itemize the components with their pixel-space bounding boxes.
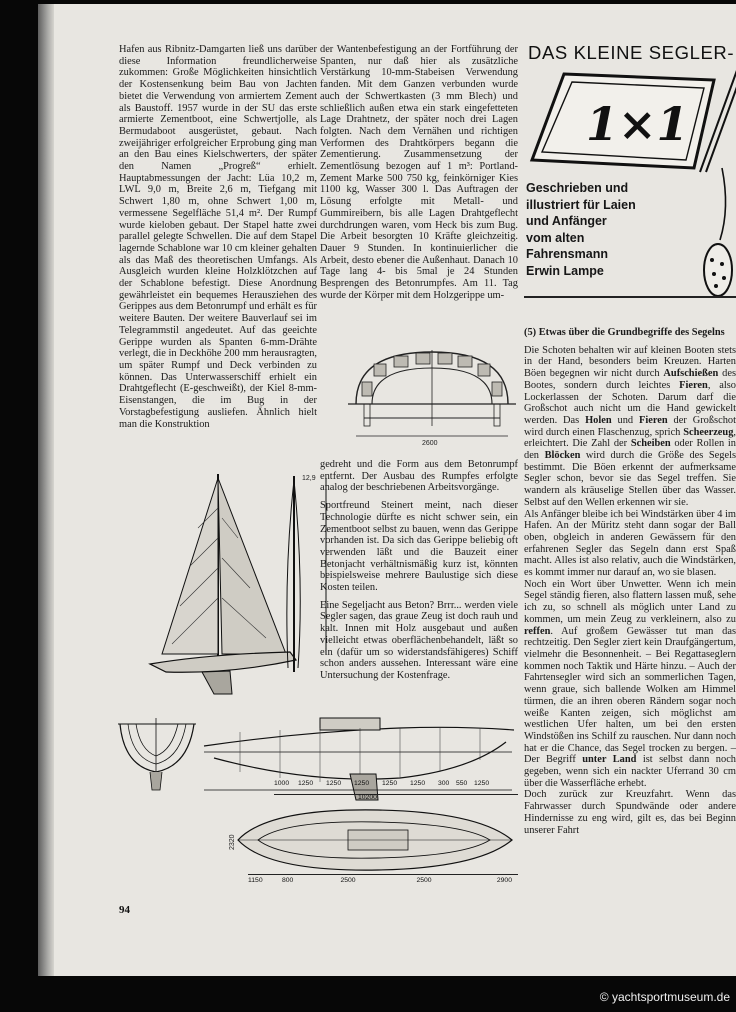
- deck-dimension-row: [248, 874, 518, 884]
- plan-total-length: 10200: [358, 794, 377, 801]
- mast-side-figure: [280, 472, 306, 682]
- deck-dim-1: 800: [282, 877, 294, 884]
- col3-paragraph-1: Die Schoten behalten wir auf kleinen Booten stets in der Hand, besonders beim Kreuzen. Harten Böen begegnen wir nicht durch Aufschießen des Bootes, sondern durch leichtes Fieren, also Lockerlassen der Schoten. Darum darf die Großschot auch nicht um die Hand gewickelt werden. Das Holen und Fieren der Großschot wird durch einen Flaschenzug, sprich Scheerzeug, erleichtert. Die Zahl der Scheiben oder Rollen in den Blöcken wird durch die Größe des Segels bestimmt. Die Böen erkennt der aufmerksame Segler schon, bevor sie das Segel treffen. Sie wandern als kräuselige Stellen über das Wasser. Selbst auf den Wellen erkennen wir sie.: [524, 344, 736, 508]
- header-divider: [524, 296, 736, 298]
- article-text-1: Hafen aus Ribnitz-Damgarten ließ uns darüber diese Information freundlicherweise zukommen: Große Möglichkeiten hinsichtlich der Kostensenkung beim Bau von Jachten bietet die Verwendung von armiertem Zement als Baustoff. 1957 wurde in der SU das erste armierte Zementboot, eine Schwertjolle, als Bermudaboot ausgerüstet, gebaut. Nach zweijähriger erfolgreicher Erprobung ging man an den Bau eines Kielschwerters, der später den Namen „Progreß“ erhielt. Hauptabmessungen der Jacht: Lüa 10,2 m, LWL 9,0 m, Breite 2,6 m, Tiefgang mit Schwert 1,80 m, ohne Schwert 1,00 m, vermessene Segelfläche 51,4 m². Der Rumpf wurde kieloben gebaut. Der Stapel hatte zwei parallel gelegte Schwellen. Die auf dem Stapel lagernde Schablone war 10 cm kleiner gehalten als das Maß des theoretischen Umfangs. Als Ausgleich wurden kleine Holzklötzchen auf der Schablone befestigt. Diese Anordnung gewährleistet ein bequemes Herausziehen des Gerippes aus dem Betonrumpf und erhält es für weitere Bauten. Der weitere Bauverlauf sei im Telegrammstil angedeutet. Auf das geeichte Gerippe wurden als Spanten 6-mm-Drähte verlegt, die in Deckhöhe 200 mm herausragten, um später Rumpf und Deck verbinden zu können. Das Unterwasserschiff erhielt ein Drahtgeflecht (E-geschweißt), der Kiel 8-mm-Eisenstangen, die im Bug in der Vorstagbefestigung ausliefen. Ähnlich hielt man die Konstruktion: [119, 44, 317, 430]
- deck-width-label: 2320: [229, 834, 236, 850]
- column-header: [524, 40, 736, 302]
- book-spine: [38, 4, 54, 976]
- dim-8: 1250: [474, 780, 490, 787]
- dim-0: 1000: [274, 780, 290, 787]
- dim-5: 1250: [410, 780, 426, 787]
- column-title: DAS KLEINE SEGLER-: [528, 42, 735, 63]
- section-title: (5) Etwas über die Grundbegriffe des Segelns: [524, 327, 725, 338]
- subtitle-line-1: Geschrieben und: [526, 181, 629, 195]
- fender-illustration: [696, 168, 736, 298]
- dim-7: 550: [456, 780, 468, 787]
- magazine-page: [38, 4, 736, 976]
- body-plan-figure: [116, 710, 198, 796]
- article-column-2-bottom: [320, 459, 518, 682]
- segler-logo: [524, 62, 736, 172]
- mast-height-label: 12,9: [302, 475, 316, 482]
- dim-6: 300: [438, 780, 450, 787]
- image-credit: © yachtsportmuseum.de: [599, 990, 730, 1004]
- deck-dim-4: 2900: [496, 877, 512, 884]
- article-column-3: [524, 327, 736, 836]
- sail-plan-figure: [110, 468, 316, 700]
- section-width-label: 2600: [422, 440, 438, 447]
- subtitle-line-3: und Anfänger: [526, 214, 607, 229]
- page-number: 94: [119, 904, 130, 916]
- subtitle-line-2: illustriert für Laien: [526, 197, 636, 212]
- col3-paragraph-4: Doch zurück zur Kreuzfahrt. Wenn das Fahrwasser durch Spundwände oder andere Hindernisse zu eng wird, gilt es, das bei Beginn unserer Fahrt: [524, 789, 736, 836]
- article-text-3c: Eine Segeljacht aus Beton? Brrr... werden viele Segler sagen, das graue Zeug ist doch rauh und kalt. Innen mit Holz ausgebaut und außen vielleicht etwas oberflächenbehandelt, läßt so ein (dafür um so widerstandsfähigeres) Schiff schon anders aussehen. Interessant wäre eine Untersuchung der Kostenfrage.: [320, 599, 518, 681]
- article-text-3a: gedreht und die Form aus dem Betonrumpf entfernt. Der Ausbau des Rumpfes erfolgte analog der beschriebenen Arbeitsvorgänge.: [320, 459, 518, 494]
- hull-cross-section-figure: [344, 346, 520, 448]
- subtitle-line-6: Erwin Lampe: [526, 263, 604, 278]
- article-text-3b: Sportfreund Steinert meint, nach dieser Technologie dürfte es nicht schwer sein, ein Zementboot selbst zu bauen, wenn das Gerippe vorhanden ist. Da sich das Gerippe beliebig oft verwenden läßt und die Bauzeit einer Betonjacht verhältnismäßig kurz ist, könnten beispielsweise mehrere Baulustige sich diese Kosten teilen.: [320, 500, 518, 594]
- article-column-1: [119, 44, 317, 430]
- subtitle-line-4: vom alten: [526, 230, 585, 245]
- subtitle-line-5: Fahrensmann: [526, 247, 608, 262]
- article-text-2: der Wantenbefestigung an der Fortführung der Spanten, nur daß hier als zusätzliche Verstärkung 10-mm-Stabeisen Verwendung fanden. Mit dem Ganzen verbunden wurde auch der Schwertkasten (3 mm Blech) und schließlich außen etwa ein stark eingefetteten Lage Drahtnetz, der später noch drei Lagen folgten. Nach dem Vernähen und richtigen Verformen des Drahtkörpers begann die Zementierung. Zusammensetzung der Zementlösung bezogen auf 1 m³: Portland-Zement Marke 500 750 kg, feinkörniger Kies 1100 kg, Wasser 300 l. Das Auftragen der Lösung erfolgte mit Metall- und Gummireibern, bis alle Lagen Drahtgeflecht durchdrungen waren, vom Heck bis zum Bug. Die Arbeit besorgten 10 Kräfte gleichzeitig. Dauer 9 Stunden. In kontinuierlicher die Arbeit, desto ebener die Außenhaut. Danach 10 Tage lang 4- bis 5mal je 24 Stunden Besprengen des Betonrumpfes. Am 11. Tag wurde der Körper mit dem Holzgerippe um-: [320, 44, 518, 301]
- article-column-2-top: [320, 44, 518, 301]
- deck-dim-0: 1150: [248, 877, 263, 884]
- dim-3: 1250: [354, 780, 370, 787]
- column-subtitle: [526, 180, 636, 280]
- deck-plan-figure: [228, 804, 518, 876]
- logo-text: 1×1: [586, 97, 689, 151]
- deck-dim-3: 2500: [416, 877, 432, 884]
- dim-4: 1250: [382, 780, 398, 787]
- dim-2: 1250: [326, 780, 342, 787]
- plan-dimension-row: [274, 780, 518, 795]
- deck-dim-2: 2500: [340, 877, 356, 884]
- dim-1: 1250: [298, 780, 314, 787]
- col3-paragraph-2: Als Anfänger bleibe ich bei Windstärken über 4 im Hafen. An der Müritz steht dann sogar der Ball oben, obgleich in anderen Gewässern für den erfahrenen Segler das Segeln dann erst Spaß macht. Alles ist also relativ, auch die Windstärken, es kommt immer nur darauf an, wo sie blasen.: [524, 508, 736, 579]
- col3-paragraph-3: Noch ein Wort über Unwetter. Wenn ich mein Segel ständig fieren, also flattern lassen muß, sehe ich zu, so schnell als möglich unter Land zu kommen, um mein Zeug zu verkleinern, also zu reffen. Auf großem Gewässer tut man das rechtzeitig. Den Segler ziert kein Draufgängertum, vielmehr die Besonnenheit. – Bei Regattaseglern kommen noch Taktik und Härte hinzu. – Auch der Fahrtensegler wird sich an sommerlichen Tagen, wenn graue, sich ballende Wolken am Himmel türmen, die an ihren oberen Rändern sogar noch weiße Kanten zeigen, sich möglichst am westlichen Ufer halten, um bei den ersten Windstößen ins Schilf zu rauschen. Nur dann noch hat er die Chance, das Segel trocken zu bergen. – Der Begriff unter Land ist selbst dann noch gegeben, wenn sich ein nackter Uferrand 30 cm über die Wasserfläche erhebt.: [524, 578, 736, 789]
